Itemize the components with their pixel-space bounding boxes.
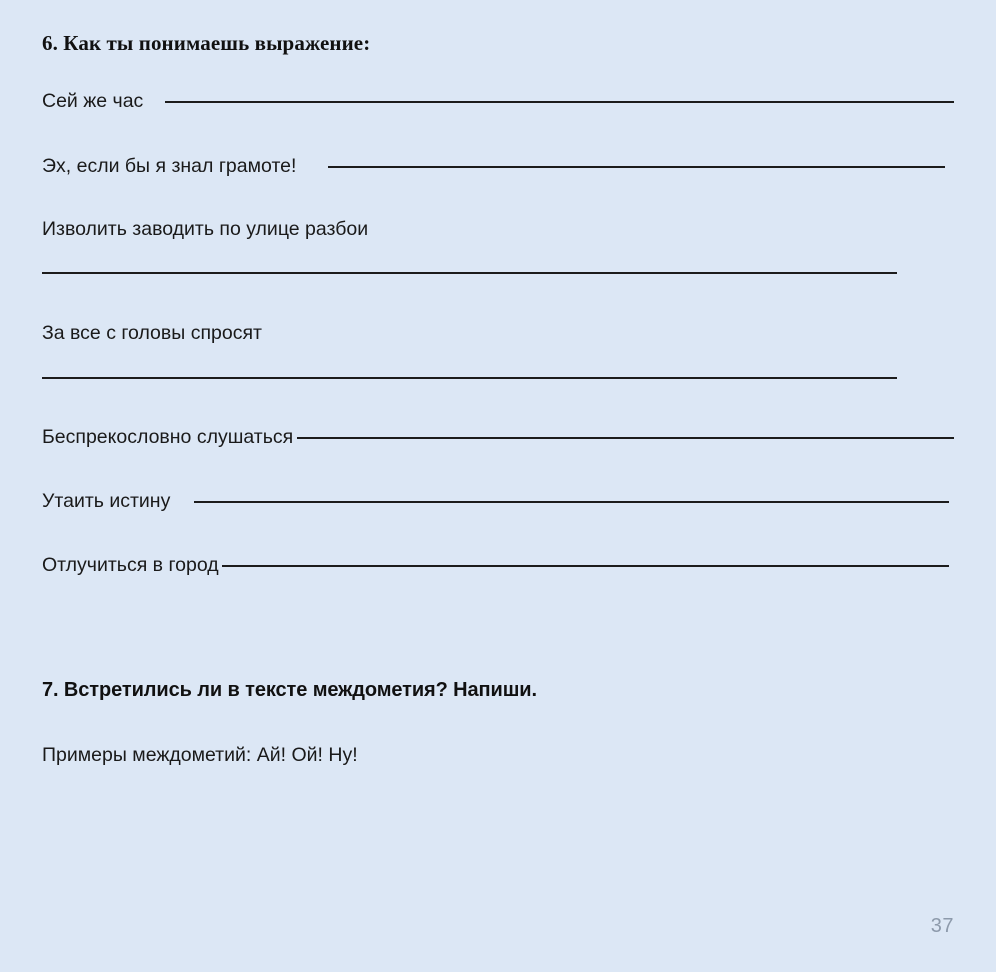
answer-blank-line[interactable] bbox=[297, 437, 954, 439]
prompt-label-za-vse-s-golovy-sprosyat: За все с головы спросят bbox=[42, 322, 262, 344]
prompt-label: Сей же час bbox=[42, 90, 144, 112]
answer-blank-line[interactable] bbox=[328, 166, 945, 168]
answer-blank-line[interactable] bbox=[194, 501, 949, 503]
answer-row-otluchitsya-v-gorod bbox=[42, 554, 954, 577]
prompt-label-izvolit-zavodit: Изволить заводить по улице разбои bbox=[42, 218, 369, 240]
answer-row-utait-istinu bbox=[42, 490, 954, 513]
answer-blank-line[interactable] bbox=[222, 565, 949, 567]
answer-blank-line[interactable] bbox=[42, 377, 897, 379]
answer-row-esli-by-ya-znal-gramote bbox=[42, 155, 954, 178]
answer-blank-line[interactable] bbox=[42, 272, 897, 274]
page-number: 37 bbox=[930, 915, 954, 937]
prompt-label: Утаить истину bbox=[42, 490, 171, 512]
prompt-label: Эх, если бы я знал грамоте! bbox=[42, 155, 297, 177]
question-7-examples: Примеры междометий: Ай! Ой! Ну! bbox=[42, 744, 358, 766]
answer-row-besprekoslovno-slushatsya bbox=[42, 426, 954, 449]
prompt-label: Отлучиться в город bbox=[42, 554, 219, 576]
question-6-heading: 6. Как ты понимаешь выражение: bbox=[42, 31, 371, 55]
question-7-heading: 7. Встретились ли в тексте междометия? Напиши. bbox=[42, 679, 537, 701]
answer-row-sey-zhe-chas bbox=[42, 90, 954, 113]
answer-blank-line[interactable] bbox=[165, 101, 954, 103]
prompt-label: Беспрекословно слушаться bbox=[42, 426, 294, 448]
